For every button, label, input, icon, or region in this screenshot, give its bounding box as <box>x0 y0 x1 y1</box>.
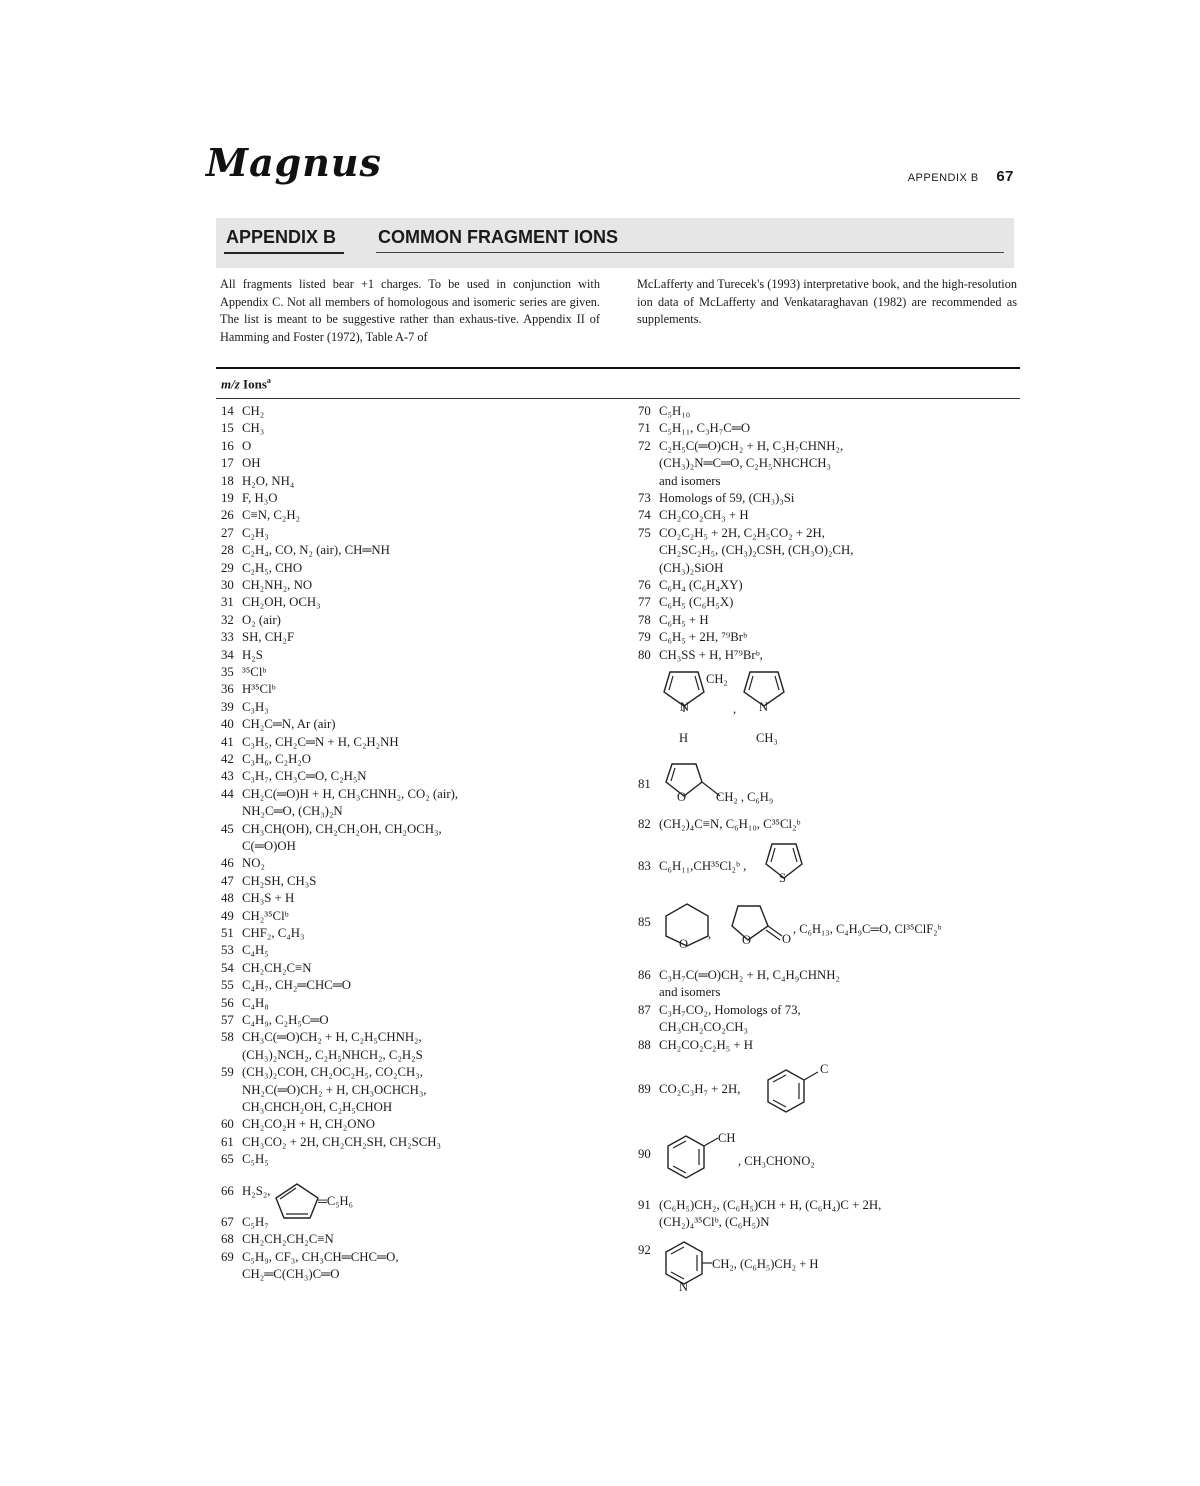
e86-cont: and isomers <box>659 985 721 1000</box>
ion-entry <box>221 1214 269 1231</box>
ion-formula: C₅H₇ <box>242 1215 269 1229</box>
s85-o3: O <box>782 932 792 946</box>
e82-mz: 82 <box>638 817 651 831</box>
ion-entry <box>221 542 390 559</box>
ion-formula-continued: and isomers <box>659 473 721 488</box>
banner-rule-right <box>376 252 1004 253</box>
mz-value: 32 <box>221 612 234 627</box>
s80-ch2: CH₂ <box>706 672 728 686</box>
mz-value: 59 <box>221 1065 234 1080</box>
benzene-ring-icon <box>764 1066 824 1116</box>
pyridine-ring-icon <box>662 1238 718 1292</box>
table-column-header <box>221 376 271 392</box>
ion-entry <box>638 507 749 524</box>
benzene-ring-icon-2 <box>664 1130 724 1182</box>
mz-value: 46 <box>221 856 234 871</box>
ion-formula-continued: CH₂═C(CH₃)C═O <box>242 1267 340 1282</box>
ion-entry <box>221 1249 399 1284</box>
ion-formula: CH₃S + H <box>242 891 295 906</box>
ion-entry <box>638 438 843 490</box>
benzyl-structure-89 <box>764 1066 824 1116</box>
s83-s: S <box>779 871 786 885</box>
ion-entry <box>221 594 321 611</box>
ion-formula: C₆H₅ + 2H, ⁷⁹Brᵇ <box>659 630 748 645</box>
appendix-label: APPENDIX B <box>226 227 337 247</box>
ion-formula: C₄H₉, C₂H₅C═O <box>242 1013 329 1027</box>
furan-structure <box>664 760 724 802</box>
magnus-logo: Magnus <box>206 140 382 185</box>
mz-value: 53 <box>221 943 234 958</box>
ion-entry <box>221 525 269 542</box>
e92-mz: 92 <box>638 1243 651 1257</box>
e87-ions: C₃H₇CO₂, Homologs of 73, <box>659 1003 801 1017</box>
ion-formula-continued: NH₂C═O, (CH₃)₂N <box>242 804 343 819</box>
ion-entry <box>221 1116 375 1133</box>
mz-value: 42 <box>221 752 234 766</box>
mz-value: 47 <box>221 873 234 888</box>
ion-formula: C₅H₁₁, C₃H₇C═O <box>659 421 751 436</box>
e81-mz: 81 <box>638 777 651 791</box>
ion-formula: C₃H₅, CH₂C═N + H, C₂H₂NH <box>242 734 399 749</box>
ion-entry <box>221 786 458 821</box>
e83-mz: 83 <box>638 859 651 873</box>
ion-formula: C₂H₅C(═O)CH₂ + H, C₃H₇CHNH₂, <box>659 438 844 453</box>
mz-value: 78 <box>638 612 651 627</box>
mz-header: m/z <box>221 376 240 392</box>
e91-mz: 91 <box>638 1198 651 1212</box>
mz-value: 80 <box>638 647 651 662</box>
ion-formula: CH₂C(═O)H + H, CH₃CHNH₂, CO₂ (air), <box>242 786 459 801</box>
ion-formula: CH₂³⁵Clᵇ <box>242 908 289 923</box>
mz-value: 68 <box>221 1232 234 1247</box>
ion-formula: CH₂CO₂H + H, CH₂ONO <box>242 1117 375 1132</box>
mz-value: 69 <box>221 1249 234 1264</box>
table-top-rule <box>216 367 1020 369</box>
s92-n: N <box>679 1280 689 1294</box>
mz-value: 28 <box>221 543 234 558</box>
banner-rule-left <box>224 252 344 254</box>
ion-entry <box>221 490 277 507</box>
ion-formula: OH <box>242 456 261 471</box>
ion-formula: C₂H₅, CHO <box>242 560 303 575</box>
ion-formula-continued: C(═O)OH <box>242 839 296 853</box>
ions-header-footnote: a <box>266 376 271 385</box>
e87-mz: 87 <box>638 1003 651 1017</box>
mz-value: 71 <box>638 421 651 436</box>
ion-entry <box>221 612 281 629</box>
benzyl-structure-90 <box>664 1130 724 1182</box>
ion-entry <box>221 577 312 594</box>
cyclopentadiene-ring-icon <box>272 1180 322 1220</box>
ion-entry <box>221 716 336 733</box>
s85-comma: , <box>708 927 712 941</box>
ion-formula: CH₂ <box>242 404 265 418</box>
mz-value: 27 <box>221 525 234 540</box>
e89-ions: CO₂C₃H₇ + 2H, <box>659 1082 741 1096</box>
ion-formula-continued: CH₃CHCH₂OH, C₂H₅CHOH <box>242 1100 393 1114</box>
appendix-title: COMMON FRAGMENT IONS <box>378 227 618 247</box>
ion-entry <box>638 612 709 629</box>
furan-ring-icon <box>664 760 724 802</box>
ions-header: Ions <box>243 376 267 392</box>
e85-mz: 85 <box>638 915 651 929</box>
mz-value: 79 <box>638 630 651 645</box>
ion-formula: (CH₃)₂COH, CH₂OC₂H₅, CO₂CH₃, <box>242 1065 423 1080</box>
ion-formula: C≡N, C₂H₂ <box>242 508 301 523</box>
mz-value: 66 <box>221 1183 234 1198</box>
e90-txt: , CH₃CHONO₂ <box>738 1154 815 1168</box>
s90-ch: CH <box>718 1131 736 1145</box>
ion-formula: CH₂CH₂C≡N <box>242 960 312 975</box>
ion-entry <box>221 960 311 977</box>
mz-value: 36 <box>221 682 234 697</box>
ion-formula: CH₂NH₂, NO <box>242 578 313 592</box>
ion-formula: CH₂CO₂CH₃ + H <box>659 508 749 523</box>
ion-entry <box>221 455 260 472</box>
mz-value: 56 <box>221 995 234 1010</box>
ion-formula-continued: NH₂C(═O)CH₂ + H, CH₃OCHCH₃, <box>242 1082 427 1097</box>
mz-value: 67 <box>221 1215 234 1229</box>
s85-txt: , C₆H₁₃, C₄H₉C═O, Cl³⁵ClF₂ᵇ <box>793 922 942 936</box>
ion-formula: C₅H₁₀ <box>659 404 691 418</box>
ion-entry <box>638 577 743 594</box>
ion-entry <box>221 681 276 698</box>
e83-ions: C₆H₁₁,CH³⁵Cl₂ᵇ , <box>659 859 747 873</box>
e88-ions: CH₂CO₂C₂H₅ + H <box>659 1038 754 1052</box>
s81-txt: CH₂ , C₆H₉ <box>716 790 774 804</box>
mz-value: 26 <box>221 508 234 523</box>
ion-formula: CH₂C═N, Ar (air) <box>242 717 336 732</box>
ion-entry <box>221 438 251 455</box>
e83-row <box>638 858 746 875</box>
e66-label: ═C₅H₆ <box>318 1194 353 1208</box>
mz-value: 34 <box>221 647 234 662</box>
ion-entry <box>221 977 351 994</box>
mz-value: 51 <box>221 926 234 940</box>
mz-value: 29 <box>221 560 234 575</box>
s89-c: C <box>820 1062 829 1076</box>
ion-entry <box>221 507 300 524</box>
s80-n1: N <box>680 700 690 714</box>
ion-formula-continued: (CH₃)₂SiOH <box>659 560 724 575</box>
pyridine-structure <box>662 1238 718 1292</box>
mz-value: 44 <box>221 786 234 801</box>
ion-entry <box>221 942 269 959</box>
ion-formula: C₆H₄ (C₆H₄XY) <box>659 578 743 592</box>
ion-formula: C₃H₆, C₂H₂O <box>242 752 312 766</box>
ion-entry <box>638 629 747 646</box>
ion-formula: C₅H₉, CF₃, CH₃CH═CHC═O, <box>242 1249 399 1264</box>
mz-value: 45 <box>221 821 234 836</box>
mz-value: 39 <box>221 699 234 714</box>
intro-right-column: McLafferty and Turecek's (1993) interpretative book, and the high-resolution ion data of McLafferty and Venkataraghavan (1982) are recommended as supplements. <box>637 277 1017 326</box>
mz-value: 41 <box>221 734 234 749</box>
ion-entry <box>638 594 733 611</box>
e91-row <box>638 1197 881 1232</box>
ion-formula: H₂O, NH₄ <box>242 473 295 488</box>
ion-entry <box>221 1183 270 1200</box>
mz-value: 54 <box>221 960 234 975</box>
ion-entry <box>221 1012 329 1029</box>
ion-entry <box>221 768 367 785</box>
ion-formula: NO₂ <box>242 856 265 871</box>
e88-row <box>638 1037 753 1054</box>
ion-formula: C₆H₅ (C₆H₅X) <box>659 595 734 610</box>
mz-value: 18 <box>221 473 234 488</box>
e82-row <box>638 816 801 833</box>
ion-formula: H₂S₂, <box>242 1183 271 1198</box>
ion-formula: H³⁵Clᵇ <box>242 682 276 697</box>
mz-value: 75 <box>638 525 651 540</box>
ion-entry <box>221 821 442 856</box>
ion-formula: C₄H₅ <box>242 943 269 958</box>
mz-value: 55 <box>221 978 234 993</box>
s92-txt: CH₂, (C₆H₅)CH₂ + H <box>712 1257 819 1271</box>
s80-comma: , <box>733 702 737 716</box>
ion-formula: CHF₂, C₄H₃ <box>242 926 305 940</box>
e87-cont: CH₃CH₂CO₂CH₃ <box>659 1020 748 1035</box>
ion-formula: CH₃ <box>242 421 265 436</box>
ion-formula-continued: (CH₃)₂NCH₂, C₂H₅NHCH₂, C₂H₂S <box>242 1047 423 1062</box>
ion-formula: C₄H₇, CH₂═CHC═O <box>242 978 352 993</box>
mz-value: 65 <box>221 1152 234 1167</box>
mz-value: 77 <box>638 595 651 610</box>
ion-formula: F, H₃O <box>242 491 278 505</box>
ion-formula: H₂S <box>242 647 263 662</box>
s81-o: O <box>677 790 687 804</box>
mz-value: 16 <box>221 438 234 453</box>
mz-value: 70 <box>638 404 651 418</box>
mz-value: 30 <box>221 578 234 592</box>
ion-entry <box>638 490 794 507</box>
mz-value: 14 <box>221 404 234 418</box>
e90-mz: 90 <box>638 1147 651 1161</box>
ion-formula: C₆H₅ + H <box>659 612 709 627</box>
mz-value: 33 <box>221 630 234 645</box>
ion-entry <box>221 420 264 437</box>
e88-mz: 88 <box>638 1038 651 1052</box>
ion-formula: O₂ (air) <box>242 612 281 627</box>
mz-value: 74 <box>638 508 651 523</box>
ion-entry <box>221 908 289 925</box>
s80-n2: N <box>759 700 769 714</box>
ion-entry <box>221 699 269 716</box>
ion-entry <box>221 403 264 420</box>
mz-value: 58 <box>221 1030 234 1045</box>
ion-formula: SH, CH₂F <box>242 630 295 645</box>
cyclopentadiene-structure <box>272 1180 322 1220</box>
ion-entry <box>638 525 853 577</box>
ion-entry <box>221 734 399 751</box>
mz-value: 48 <box>221 891 234 906</box>
e86-row <box>638 967 840 1002</box>
ion-entry <box>221 1151 269 1168</box>
s85-o1: O <box>679 937 689 951</box>
e89-mz: 89 <box>638 1082 651 1096</box>
ion-formula: C₃H₇, CH₃C═O, C₂H₅N <box>242 769 367 784</box>
ion-entry <box>221 873 316 890</box>
ion-formula: CH₃SS + H, H⁷⁹Brᵇ, <box>659 647 763 662</box>
table-header-rule <box>216 398 1020 399</box>
ion-formula: CH₃CO₂ + 2H, CH₂CH₂SH, CH₂SCH₃ <box>242 1134 441 1149</box>
ion-entry <box>221 1134 441 1151</box>
ion-entry <box>221 925 304 942</box>
ion-entry <box>221 647 263 664</box>
mz-value: 57 <box>221 1013 234 1027</box>
mz-value: 60 <box>221 1117 234 1132</box>
mz-value: 15 <box>221 421 234 436</box>
e89-row <box>638 1081 740 1098</box>
s85-o2: O <box>742 933 752 947</box>
e91-cont: (CH₂)₄³⁵Clᵇ, (C₆H₅)N <box>659 1215 770 1230</box>
mz-value: 72 <box>638 438 651 453</box>
ion-formula: CH₂SH, CH₃S <box>242 873 317 888</box>
ion-formula: ³⁵Clᵇ <box>242 665 267 679</box>
e86-mz: 86 <box>638 968 651 982</box>
ion-formula-continued: CH₂SC₂H₅, (CH₃)₂CSH, (CH₃O)₂CH, <box>659 543 854 558</box>
e86-ions: C₃H₇C(═O)CH₂ + H, C₄H₉CHNH₂ <box>659 968 840 982</box>
ion-formula: C₄H₈ <box>242 995 269 1010</box>
running-head <box>908 168 1014 185</box>
mz-value: 35 <box>221 665 234 679</box>
ion-formula: O <box>242 438 252 453</box>
ion-formula: C₂H₃ <box>242 525 269 540</box>
ion-entry <box>221 1064 427 1116</box>
ion-formula: CH₂OH, OCH₃ <box>242 595 321 610</box>
mz-value: 43 <box>221 769 234 784</box>
ion-entry <box>221 1029 423 1064</box>
ion-entry <box>221 664 266 681</box>
ion-entry <box>221 855 265 872</box>
ion-entry <box>221 890 294 907</box>
ion-entry <box>221 560 302 577</box>
intro-left-column: All fragments listed bear +1 charges. To be used in conjunction with Appendix C. Not all members of homologous and isomeric series are given. The list is meant to be suggestive rather than exhaus-tive. Appendix II of Hamming and Foster (1972), Table A-7 of <box>220 277 600 344</box>
ion-entry <box>221 473 294 490</box>
mz-value: 40 <box>221 717 234 732</box>
mz-value: 49 <box>221 908 234 923</box>
mz-value: 31 <box>221 595 234 610</box>
ion-entry <box>221 751 311 768</box>
page-number: 67 <box>996 168 1014 185</box>
ion-formula: CH₃C(═O)CH₂ + H, C₂H₅CHNH₂, <box>242 1030 422 1045</box>
mz-value: 73 <box>638 491 651 505</box>
ion-entry <box>221 1231 334 1248</box>
s80-ch3: CH₃ <box>756 731 778 745</box>
ion-entry <box>221 629 294 646</box>
ion-formula: CH₂CH₂CH₂C≡N <box>242 1232 334 1247</box>
ion-formula-continued: (CH₃)₂N═C═O, C₂H₅NHCHCH₃ <box>659 456 831 471</box>
section-banner <box>216 218 1014 268</box>
mz-value: 61 <box>221 1134 234 1149</box>
e91-ions: (C₆H₅)CH₂, (C₆H₅)CH + H, (C₆H₄)C + 2H, <box>659 1198 882 1212</box>
ion-entry <box>638 647 763 664</box>
ion-formula: C₅H₅ <box>242 1152 269 1167</box>
ion-formula: C₃H₃ <box>242 699 269 714</box>
mz-value: 17 <box>221 456 234 471</box>
ion-entry <box>638 403 690 420</box>
running-head-label: APPENDIX B <box>907 172 979 184</box>
ion-entry <box>221 995 269 1012</box>
ion-formula: CH₃CH(OH), CH₂CH₂OH, CH₂OCH₃, <box>242 821 442 836</box>
e87-row <box>638 1002 801 1037</box>
ion-entry <box>638 420 750 437</box>
ion-formula: C₂H₄, CO, N₂ (air), CH═NH <box>242 543 390 558</box>
ion-formula: Homologs of 59, (CH₃)₃Si <box>659 491 795 505</box>
mz-value: 76 <box>638 578 651 592</box>
e82-ions: (CH₂)₄C≡N, C₆H₁₀, C³⁵Cl₂ᵇ <box>659 817 801 831</box>
mz-value: 19 <box>221 491 234 505</box>
s80-h: H <box>679 731 689 745</box>
ion-formula: CO₂C₂H₅ + 2H, C₂H₅CO₂ + 2H, <box>659 525 825 540</box>
